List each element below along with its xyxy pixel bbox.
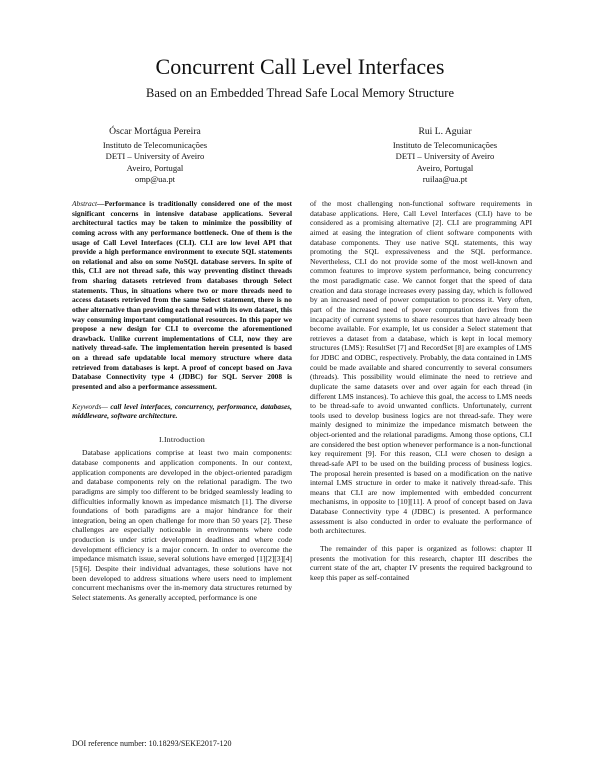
- author-location: Aveiro, Portugal: [416, 162, 474, 173]
- author-block-2: [325, 126, 565, 185]
- body-paragraph: Database applications comprise at least two main components: database components and application components. In our context, application components are developed in the object-oriented paradigm and database components rely on the relational paradigm. The two paradigms are simply too different to be bridged seamlessly leading to difficulties informally known as impedance mismatch [1]. The diverse foundations of both paradigms are a major hindrance for their integration, being an open challenge for more than 50 years [2]. These challenges are especially noticeable in environments where code production is under strict development deadlines and where code development efficiency is a major concern. In order to overcome the impedance mismatch issue, several solutions have emerged [1][2][3][4][5][6]. Despite their individual advantages, these solutions have not been developed to address situations where users need to implement concurrent mechanisms over the in-memory data structures returned by Select statements. As generally accepted, performance is one: [72, 448, 292, 602]
- abstract: [72, 199, 292, 392]
- author-email: ruilaa@ua.pt: [422, 173, 468, 184]
- body-paragraph: of the most challenging non-functional software requirements in database applications. Here, Call Level Interfaces (CLI) have to be considered as a promising alternative [2]. CLI are programming API aimed at easing the integration of client software components with database components. They use native SQL statements, this way promoting the SQL expressiveness and the SQL performance. Nevertheless, CLI do not provide some of the most well-known and common features to improve system performance, being concurrency the most paradigmatic case. We cannot forget that the speed of data creation and data storage increases every passing day, which is followed by an increased need of power computation to process it. Very often, part of the increased need of power computation derives from the incapacity of current systems to share resources that have already been become available. For example, let us consider a Select statement that retrieves a dataset from a database, which is kept in local memory structures (LMS): ResultSet [7] and RecordSet [8] are examples of LMS for JDBC and ODBC, respectively. Probably, the data contained in LMS could be made available and shared concurrently to several consumers (threads). This possibility would eliminate the need to retrieve and duplicate the same datasets over and over again for each thread (in different LMS instances). To achieve this goal, the access to LMS needs to be thread-safe to avoid unwanted conflicts. Unfortunately, current tools used to develop business logics are not thread-safe. They were mainly designed to minimize the impedance mismatch between the object-oriented and the relational paradigms. Among those options, CLI are considered the best option whenever performance is a non-functional key requirement [9]. For this reason, CLI were chosen to design a thread-safe API to be used on the building process of business logics. The proposal herein presented is based on a modification on the native internal LMS structure in order to make it natively thread-safe. This means that CLI are now implemented with embedded concurrent mechanisms, in opposite to [10][11]. A proof of concept based on Java Database Connectivity type 4 (JDBC) is presented. A performance assessment is also conducted in order to evaluate the performance of both architectures.: [310, 199, 532, 536]
- right-column: [310, 199, 532, 582]
- author-department: DETI – University of Aveiro: [105, 151, 205, 162]
- paper-title: Concurrent Call Level Interfaces: [155, 54, 445, 79]
- author-location: Aveiro, Portugal: [126, 162, 184, 173]
- author-block-1: [35, 126, 275, 185]
- author-name: Rui L. Aguiar: [418, 126, 472, 137]
- keywords-text: call level interfaces, concurrency, performance, databases, middleware, software architecture.: [72, 401, 292, 421]
- abstract-text: —Performance is traditionally considered one of the most significant concerns in intensive database applications. Several architectural tactics may be taken to minimize the possibility of coming across with any performance bottleneck. One of them is the usage of Call Level Interfaces (CLI). CLI are low level API that provide a high performance environment to execute SQL statements on relational and also on some NoSQL database servers. In spite of this, CLI are not thread safe, this way preventing distinct threads from sharing datasets retrieved from databases through Select statements. Thus, in situations where two or more threads need to access datasets retrieved from the same Select statement, there is no other alternative than providing each thread with its own dataset, this way consuming important computational resources. In this paper we propose a new design for CLI to overcome the aforementioned drawback. Unlike current implementations of CLI, now they are natively thread-safe. The implementation herein presented is based on a thread safe updatable local memory structure where data retrieved from databases is kept. A proof of concept based on Java Database Connectivity type 4 (JDBC) for SQL Server 2008 is presented and also a performance assessment.: [72, 199, 292, 391]
- left-column: [72, 199, 292, 602]
- author-name: Óscar Mortágua Pereira: [109, 126, 201, 137]
- abstract-lead: Abstract: [72, 199, 98, 208]
- author-department: DETI – University of Aveiro: [395, 151, 495, 162]
- doi-footnote: DOI reference number: 10.18293/SEKE2017-120: [72, 739, 232, 748]
- author-affiliation: Instituto de Telecomunicações: [392, 140, 498, 151]
- author-email: omp@ua.pt: [134, 173, 176, 184]
- paper-subtitle: Based on an Embedded Thread Safe Local Memory Structure: [145, 86, 454, 100]
- author-affiliation: Instituto de Telecomunicações: [102, 140, 208, 151]
- keywords: [72, 402, 292, 421]
- keywords-lead: Keywords—: [72, 401, 108, 411]
- body-paragraph: The remainder of this paper is organized as follows: chapter II presents the motivation for this research, chapter III describes the current state of the art, chapter IV presents the required background to keep this paper as self-contained: [310, 543, 532, 582]
- section-heading-introduction: I.Introduction: [159, 434, 205, 444]
